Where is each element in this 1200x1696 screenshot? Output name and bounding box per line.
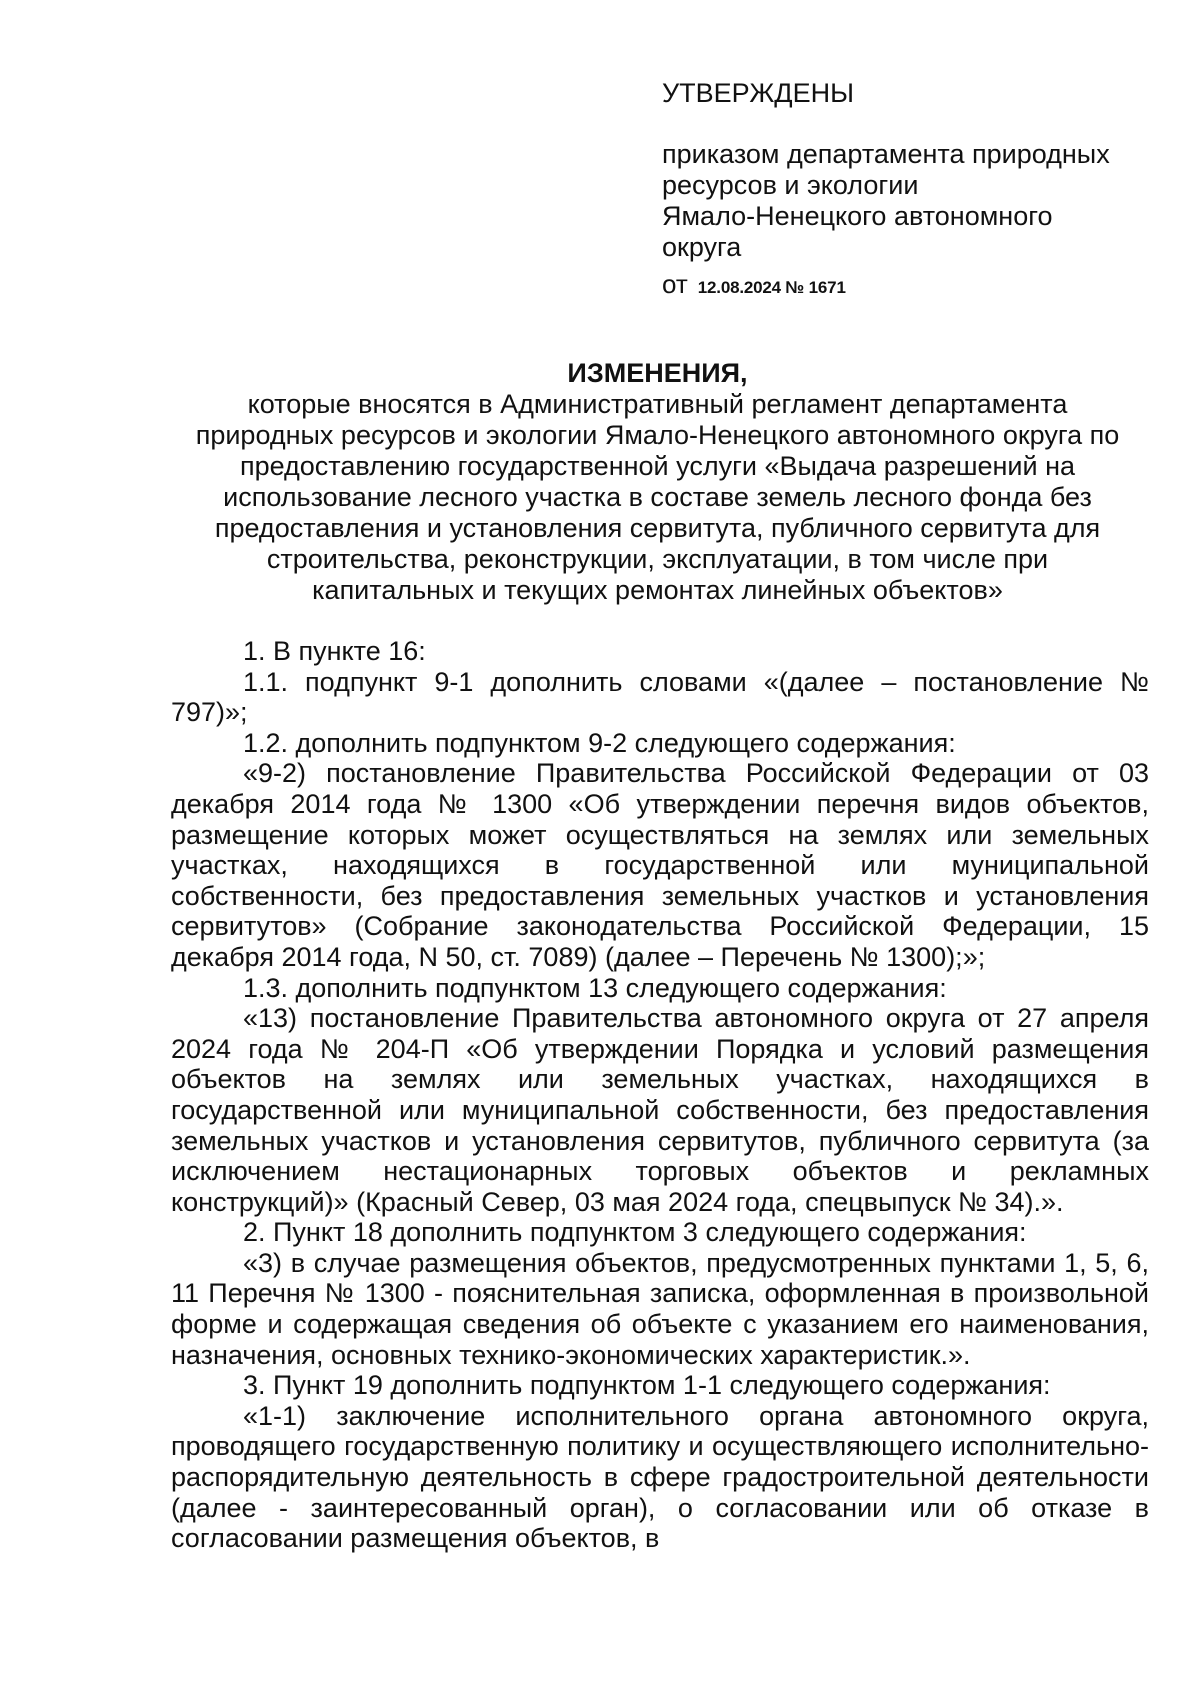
order-number: 12.08.2024 № 1671 [697, 278, 846, 297]
body-paragraph: «1-1) заключение исполнительного органа автономного округа, проводящего государственную политику и осуществляющего исполнительно-распорядительную деятельность в сфере градостроительной деятельности (далее - заинтересованный орган), о согласовании или об отказе в согласовании размещения объектов, в [171, 1400, 1149, 1554]
approval-heading: УТВЕРЖДЕНЫ [662, 78, 854, 108]
body-paragraph: 1.3. дополнить подпунктом 13 следующего содержания: [243, 972, 947, 1003]
approval-line: Ямало-Ненецкого автономного [662, 201, 1053, 231]
order-reference [662, 269, 1162, 303]
title-line: природных ресурсов и экологии Ямало-Ненецкого автономного округа по [195, 420, 1120, 450]
approval-line: приказом департамента природных [662, 139, 1110, 169]
document-title [160, 358, 1155, 606]
body-paragraph: «9-2) постановление Правительства Российской Федерации от 03 декабря 2014 года № 1300 «Об утверждении перечня видов объектов, размещение которых может осуществляться на землях или земельных участках, находящихся в государственной или муниципальной собственности, без предоставления земельных участков и установления сервитутов» (Собрание законодательства Российской Федерации, 15 декабря 2014 года, N 50, ст. 7089) (далее – Перечень № 1300);»; [171, 758, 1149, 972]
body-paragraph: 2. Пункт 18 дополнить подпунктом 3 следующего содержания: [243, 1217, 1027, 1248]
body-paragraph: «3) в случае размещения объектов, предусмотренных пунктами 1, 5, 6, 11 Перечня № 1300 - пояснительная записка, оформленная в произвольной форме и содержащая сведения об объекте с указанием его наименования, назначения, основных технико-экономических характеристик.». [171, 1247, 1149, 1370]
approval-line: округа [662, 232, 742, 262]
body-paragraph: 1. В пункте 16: [243, 636, 426, 666]
body-paragraph: 1.2. дополнить подпунктом 9-2 следующего содержания: [243, 727, 956, 758]
title-heading: ИЗМЕНЕНИЯ, [567, 358, 748, 388]
title-line: которые вносятся в Административный регламент департамента [247, 389, 1068, 419]
body-paragraph: «13) постановление Правительства автономного округа от 27 апреля 2024 года № 204-П «Об утверждении Порядка и условий размещения объектов на землях или земельных участках, находящихся в государственной или муниципальной собственности, без предоставления земельных участков и установления сервитутов, публичного сервитута (за исключением нестационарных торговых объектов и рекламных конструкций)» (Красный Север, 03 мая 2024 года, спецвыпуск № 34).». [171, 1003, 1149, 1217]
document-body [171, 636, 1149, 1554]
title-line: капитальных и текущих ремонтах линейных объектов» [312, 575, 1003, 605]
title-line: использование лесного участка в составе земель лесного фонда без [223, 482, 1092, 512]
body-paragraph: 3. Пункт 19 дополнить подпунктом 1-1 следующего содержания: [243, 1370, 1051, 1401]
order-prefix: от [662, 269, 688, 299]
title-line: строительства, реконструкции, эксплуатации, в том числе при [266, 544, 1049, 574]
approval-stamp [662, 78, 1162, 303]
title-line: предоставления и установления сервитута, публичного сервитута для [214, 513, 1101, 543]
title-line: предоставлению государственной услуги «Выдача разрешений на [239, 451, 1076, 481]
body-paragraph: 1.1. подпункт 9-1 дополнить словами «(далее – постановление № 797)»; [171, 666, 1149, 728]
approval-line: ресурсов и экологии [662, 170, 919, 200]
